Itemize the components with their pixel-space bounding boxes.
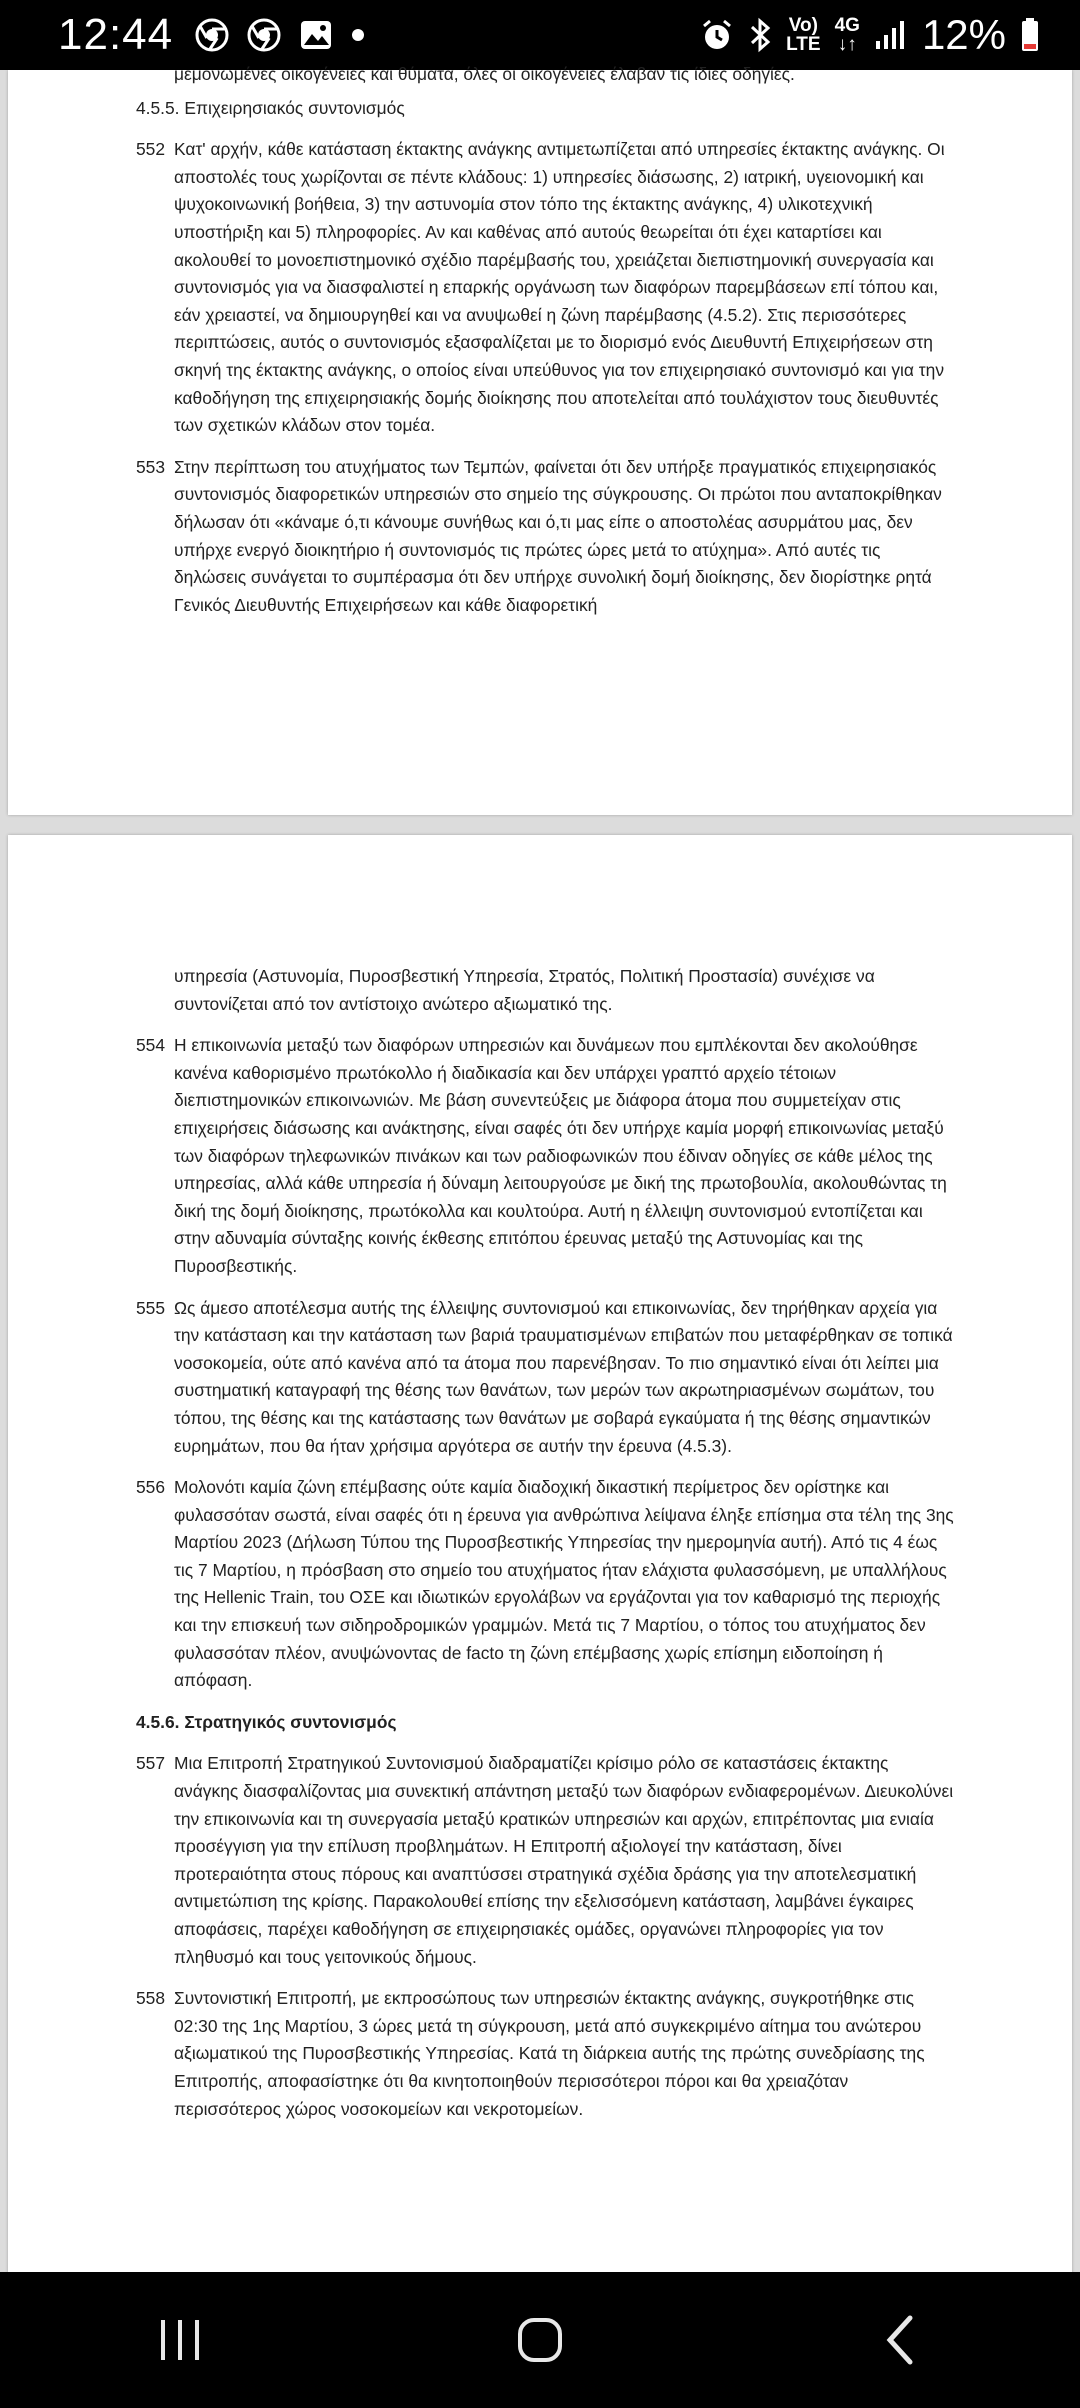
paragraph-text: Μολονότι καμία ζώνη επέμβασης ούτε καμία διαδοχική δικαστική περίμετρος δεν ορίστηκε και φυλασσόταν σωστά, είναι σαφές ότι η έρευνα για ανθρώπινα λείψανα έληξε επίσημα στα τέλη της 3ης Μαρτίου 2023 (Δήλωση Τύπου της Πυροσβεστικής Υπηρεσίας την ημερομηνία αυτή). Από τις 4 έως τις 7 Μαρτίου, η πρόσβαση στο σημείο του ατυχήματος ήταν ελάχιστα φυλασσόμενη, με υπαλλήλους της Hellenic Train, του ΟΣΕ και ιδιωτικών εργολάβων να εργάζονται για τον καθαρισμό της περιοχής και την επισκευή των σιδηροδρομικών γραμμών. Μετά τις 7 Μαρτίου, ο τόπος του ατυχήματος δεν φυλασσόταν πλέον, ανυψώνοντας de facto τη ζώνη επέμβασης χωρίς επίσημη ειδοποίηση ή απόφαση. xyxy=(174,1477,954,1691)
back-button[interactable] xyxy=(840,2300,960,2380)
paragraph-text: Στην περίπτωση του ατυχήματος των Τεμπών, φαίνεται ότι δεν υπήρξε πραγματικός επιχειρησιακός συντονισμός διαφορετικών υπηρεσιών στο σημείο της σύγκρουσης. Οι πρώτοι που ανταποκρίθηκαν δήλωσαν ότι «κάναμε ό,τι κάνουμε συνήθως και ό,τι μας είπε ο αποστολέας ασυρμάτου μας, δεν υπήρχε ενεργό διοικητήριο ή συντονισμός τις πρώτες ώρες μετά το ατύχημα». Από αυτές τις δηλώσεις συνάγεται το συμπέρασμα ότι δεν υπήρχε συνολική δομή διοίκησης, δεν διορίστηκε ρητά Γενικός Διευθυντής Επιχειρήσεων και κάθε διαφορετική xyxy=(174,456,942,615)
paragraph-number: 553 xyxy=(136,456,166,477)
chrome-icon xyxy=(195,18,229,52)
mobile-data-indicator: 4G ↓↑ xyxy=(834,15,860,55)
home-button[interactable] xyxy=(480,2300,600,2380)
notification-dot-icon xyxy=(351,28,365,42)
paragraph-552 xyxy=(136,136,956,440)
paragraph-text: Συντονιστική Επιτροπή, με εκπροσώπους των υπηρεσιών έκτακτης ανάγκης, συγκροτήθηκε στις 02:30 της 1ης Μαρτίου, 3 ώρες μετά τη σύγκρουση, μετά από συγκεκριμένο αίτημα του ανώτερου αξιωματικού της Πυροσβεστικής Υπηρεσίας. Κατά τη διάρκεια αυτής της πρώτης συνεδρίασης της Επιτροπής, αποφασίστηκε ότι θα κινητοποιηθούν περισσότεροι πόροι και θα χρειαζόταν περισσότερος χώρος νοσοκομείων και νεκροτομείων. xyxy=(174,1988,925,2119)
recent-apps-button[interactable] xyxy=(120,2300,240,2380)
paragraph-553 xyxy=(136,454,956,620)
paragraph-text: Ως άμεσο αποτέλεσμα αυτής της έλλειψης συντονισμού και επικοινωνίας, δεν τηρήθηκαν αρχεία για την κατάσταση και την κατάσταση των βαριά τραυματισμένων επιβατών που μεταφέρθηκαν σε τοπικά νοσοκομεία, ούτε από κανένα από τα άτομα που παρενέβησαν. Το πιο σημαντικό είναι ότι λείπει μια συστηματική καταγραφή της θέσης των θανάτων, των μερών των ακρωτηριασμένων σωμάτων, του τόπου, της θέσης και της κατάστασης των θανάτων με σοβαρά εγκαύματα ή της θέσης σημαντικών ευρημάτων, που θα ήταν χρήσιμα αργότερα σε αυτήν την έρευνα (4.5.3). xyxy=(174,1297,953,1456)
paragraph-558 xyxy=(136,1985,956,2123)
volte-indicator: Vo) LTE xyxy=(786,15,821,55)
signal-icon xyxy=(874,19,908,51)
back-icon xyxy=(880,2314,920,2366)
section-heading-455: 4.5.5. Επιχειρησιακός συντονισμός xyxy=(136,97,405,118)
battery-percent: 12% xyxy=(921,11,1006,58)
paragraph-555 xyxy=(136,1295,956,1461)
paragraph-554 xyxy=(136,1032,956,1280)
paragraph-556 xyxy=(136,1474,956,1695)
paragraph-number: 552 xyxy=(136,139,166,160)
paragraph-553-continuation: υπηρεσία (Αστυνομία, Πυροσβεστική Υπηρεσία, Στρατός, Πολιτική Προστασία) συνέχισε να συντονίζεται από τον αντίστοιχο ανώτερο αξιωματικό της. xyxy=(174,966,875,1014)
battery-icon xyxy=(1020,17,1040,53)
paragraph-number: 557 xyxy=(136,1753,166,1774)
bluetooth-icon xyxy=(748,17,772,53)
chrome-icon xyxy=(247,18,281,52)
paragraph-number: 556 xyxy=(136,1477,166,1498)
document-page-2[interactable] xyxy=(8,835,1072,2275)
paragraph-number: 555 xyxy=(136,1297,166,1318)
section-heading-456: 4.5.6. Στρατηγικός συντονισμός xyxy=(136,1711,397,1732)
alarm-icon xyxy=(700,18,734,52)
gallery-icon xyxy=(299,18,333,52)
cut-off-line: μεμονωμένες οικογένειες και θύματα, όλες οι οικογένειες έλαβαν τις ίδιες οδηγίες. xyxy=(174,64,795,84)
status-bar xyxy=(0,0,1080,70)
home-icon xyxy=(515,2315,565,2365)
clock: 12:44 xyxy=(58,10,174,59)
paragraph-number: 554 xyxy=(136,1035,166,1056)
paragraph-557 xyxy=(136,1750,956,1971)
paragraph-text: Μια Επιτροπή Στρατηγικού Συντονισμού διαδραματίζει κρίσιμο ρόλο σε καταστάσεις έκτακτης ανάγκης διασφαλίζοντας μια συνεκτική απάντηση μεταξύ των διαφόρων ενδιαφερομένων. Διευκολύνει την επικοινωνία και τη συνεργασία μεταξύ κρατικών υπηρεσιών και αρχών, επιτρέποντας μια ενιαία προσέγγιση για την επίλυση προβλημάτων. Η Επιτροπή αξιολογεί την κατάσταση, δίνει προτεραιότητα στους πόρους και αναπτύσσει στρατηγικά σχέδια δράσης για την αποτελεσματική αντιμετώπιση της κρίσης. Παρακολουθεί επίσης την εξελισσόμενη κατάσταση, λαμβάνει έγκαιρες αποφάσεις, παρέχει καθοδήγηση σε επιχειρησιακές ομάδες, οργανώνει πληροφορίες για τον πληθυσμό και τους γειτονικούς δήμους. xyxy=(174,1753,954,1967)
recent-apps-icon xyxy=(155,2317,205,2363)
paragraph-number: 558 xyxy=(136,1988,166,2009)
paragraph-text: Κατ' αρχήν, κάθε κατάσταση έκτακτης ανάγκης αντιμετωπίζεται από υπηρεσίες έκτακτης ανάγκης. Οι αποστολές τους χωρίζονται σε πέντε κλάδους: 1) υπηρεσίες διάσωσης, 2) ιατρική, υγειονομική και ψυχοκοινωνική βοήθεια, 3) την αστυνομία στον τόπο της έκτακτης ανάγκης, 4) υλικοτεχνική υποστήριξη και 5) πληροφορίες. Αν και καθένας από αυτούς θεωρείται ότι έχει καταρτίσει και ακολουθεί το μονοεπιστημονικό σχέδιο παρέμβασής του, χρειάζεται διεπιστημονική συνεργασία και συντονισμός για να διασφαλιστεί η επαρκής οργάνωση των διαφόρων παρεμβάσεων επί τόπου και, εάν χρειαστεί, να δημιουργηθεί και να ανυψωθεί η ζώνη παρέμβασης (4.5.2). Στις περισσότερες περιπτώσεις, αυτός ο συντονισμός εξασφαλίζεται με το διορισμό ενός Διευθυντή Επιχειρήσεων στη σκηνή της έκτακτης ανάγκης, ο οποίος είναι υπεύθυνος για τον επιχειρησιακό συντονισμό και για την καθοδήγηση της επιχειρησιακής δομής διοίκησης που αποτελείται από τουλάχιστον τους διευθυντές των σχετικών κλάδων στον τομέα. xyxy=(174,139,945,436)
document-page-1[interactable] xyxy=(8,64,1072,815)
paragraph-text: Η επικοινωνία μεταξύ των διαφόρων υπηρεσιών και δυνάμεων που εμπλέκονται δεν ακολούθησε κανένα καθορισμένο πρωτόκολλο ή διαδικασία και δεν υπάρχει γραπτό αρχείο τέτοιων διεπιστημονικών επικοινωνιών. Με βάση συνεντεύξεις με διάφορα άτομα που συμμετείχαν στις επιχειρήσεις διάσωσης και ανάκτησης, είναι σαφές ότι δεν υπήρχε καμία μορφή επικοινωνίας μεταξύ των διαφόρων τηλεφωνικών πινάκων και των ραδιοφωνικών που έδιναν οδηγίες σε κάθε μέλος της υπηρεσίας, αλλά κάθε υπηρεσία ή δύναμη λειτουργούσε με δική της πρωτοβουλία, ακολουθώντας τη δική της δομή διοίκησης, πρωτόκολλα και κουλτούρα. Αυτή η έλλειψη συντονισμού εντοπίζεται και στην αδυναμία σύνταξης κοινής έκθεσης επιτόπου έρευνας μεταξύ της Αστυνομίας και της Πυροσβεστικής. xyxy=(174,1035,947,1276)
navigation-bar xyxy=(0,2272,1080,2408)
